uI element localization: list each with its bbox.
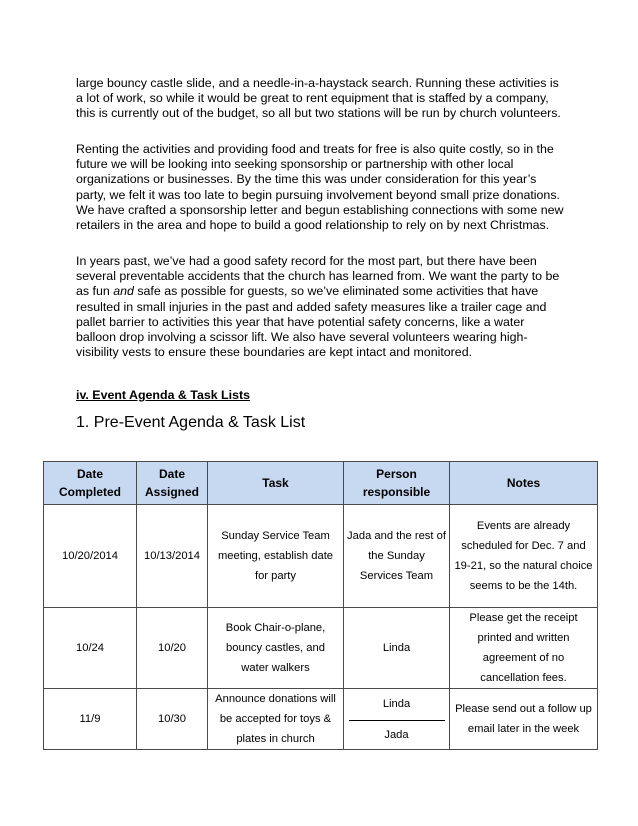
paragraph-3 bbox=[76, 254, 566, 360]
section-heading: iv. Event Agenda & Task Lists bbox=[76, 388, 250, 402]
paragraph-3-part-2: safe as possible for guests, so we’ve eliminated some activities that have resulted in small injuries in the past and added safety measures like a trailer cage and pallet barrier to activities this year that have potential safety concerns, like a water balloon drop involving a scissor lift. We also have several volunteers wearing high-visibility vests to ensure these boundaries are kept intact and monitored. bbox=[76, 284, 547, 360]
table-row bbox=[44, 608, 598, 689]
cell-person bbox=[344, 689, 450, 750]
header-date-completed-line2: Completed bbox=[58, 485, 121, 499]
table-header-row bbox=[44, 462, 598, 505]
header-person bbox=[344, 462, 450, 505]
cell-date-assigned: 10/13/2014 bbox=[137, 505, 208, 608]
cell-task: Announce donations will be accepted for toys & plates in church bbox=[208, 689, 344, 750]
cell-date-completed: 11/9 bbox=[44, 689, 137, 750]
header-date-completed bbox=[44, 462, 137, 505]
cell-date-completed: 10/20/2014 bbox=[44, 505, 137, 608]
table-row bbox=[44, 689, 598, 750]
header-date-assigned-line2: Assigned bbox=[144, 485, 199, 499]
paragraph-2-text: Renting the activities and providing food and treats for free is also quite costly, so in the future we will be looking into seeking sponsorship or partnership with other local organizations or businesses. By the time this was under consideration for this year’s party, we felt it was too late to begin pursuing involvement beyond small prize donations. We have crafted a sponsorship letter and begun establishing connections with some new retailers in the area and hope to build a good relationship to rely on by next Christmas. bbox=[76, 142, 564, 233]
person-top: Linda bbox=[349, 694, 445, 721]
cell-person: Linda bbox=[344, 608, 450, 689]
header-person-line1: Person bbox=[376, 467, 417, 481]
cell-notes: Please send out a follow up email later in the week bbox=[450, 689, 598, 750]
paragraph-3-text bbox=[76, 254, 566, 360]
header-date-completed-line1: Date bbox=[76, 467, 103, 481]
header-date-assigned-line1: Date bbox=[158, 467, 185, 481]
subheading: 1. Pre-Event Agenda & Task List bbox=[76, 414, 306, 431]
cell-notes: Please get the receipt printed and written agreement of no cancellation fees. bbox=[450, 608, 598, 689]
cell-date-assigned: 10/30 bbox=[137, 689, 208, 750]
paragraph-3-part-1: In years past, we’ve had a good safety record for the most part, but there have been several preventable accidents that the church has learned from. We want the party to be as fun bbox=[76, 254, 560, 299]
person-split bbox=[347, 694, 446, 745]
paragraph-2 bbox=[76, 142, 566, 233]
paragraph-1-text: large bouncy castle slide, and a needle-in-a-haystack search. Running these activities is a lot of work, so while it would be great to rent equipment that is staffed by a company, this is currently out of the budget, so all but two stations will be run by church volunteers. bbox=[76, 76, 561, 121]
header-date-assigned bbox=[137, 462, 208, 505]
cell-date-completed: 10/24 bbox=[44, 608, 137, 689]
paragraph-3-emphasis: and bbox=[113, 284, 134, 299]
cell-person: Jada and the rest of the Sunday Services Team bbox=[344, 505, 450, 608]
table-row bbox=[44, 505, 598, 608]
header-notes: Notes bbox=[450, 462, 598, 505]
task-table bbox=[43, 461, 598, 750]
header-person-line2: responsible bbox=[362, 485, 431, 499]
paragraph-1 bbox=[76, 76, 566, 122]
header-task: Task bbox=[208, 462, 344, 505]
cell-date-assigned: 10/20 bbox=[137, 608, 208, 689]
cell-task: Book Chair-o-plane, bouncy castles, and water walkers bbox=[208, 608, 344, 689]
cell-task: Sunday Service Team meeting, establish date for party bbox=[208, 505, 344, 608]
person-bottom: Jada bbox=[384, 728, 409, 741]
cell-notes: Events are already scheduled for Dec. 7 and 19-21, so the natural choice seems to be the 14th. bbox=[450, 505, 598, 608]
